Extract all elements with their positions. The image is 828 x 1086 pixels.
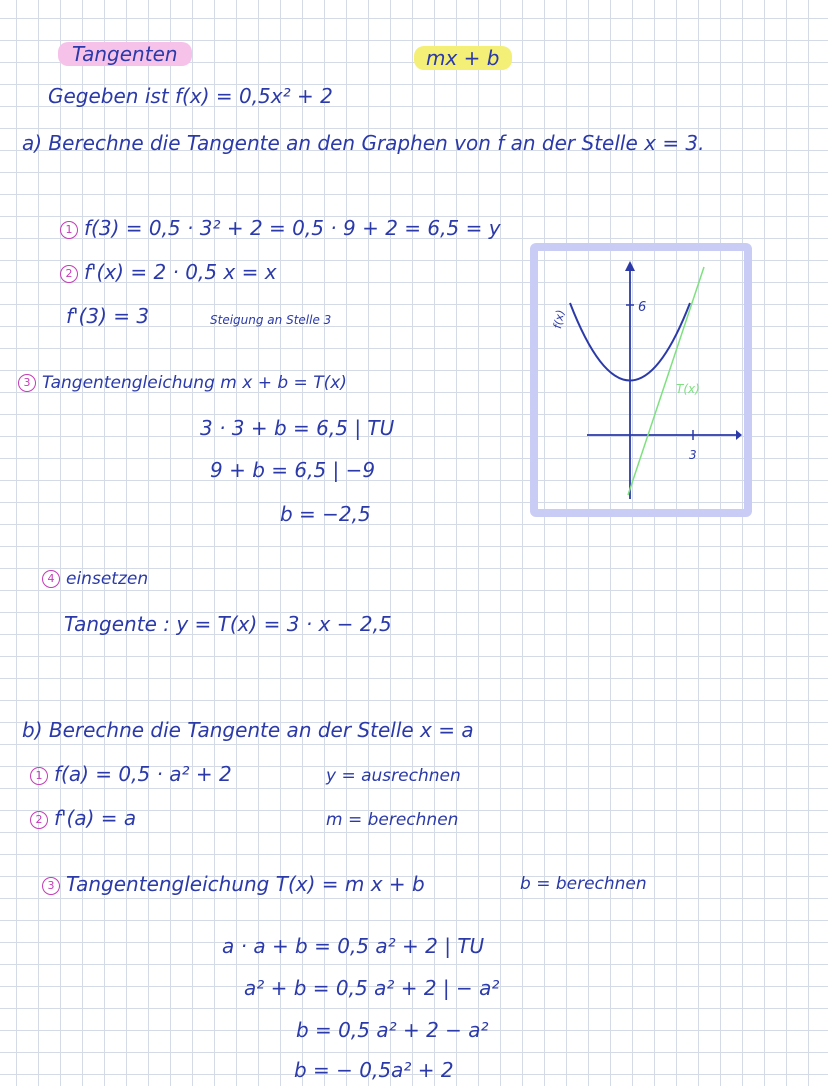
task-b: b) Berechne die Tangente an der Stelle x = a [22,718,474,742]
step-number: 2 [30,811,48,829]
a-result: Tangente : y = T(x) = 3 · x − 2,5 [64,612,392,636]
step-number: 2 [60,265,78,283]
function-graph [530,243,752,517]
task-a: a) Berechne die Tangente an den Graphen von f an der Stelle x = 3. [22,131,705,155]
a-eq3: b = −2,5 [280,502,371,526]
x-tick-label: 3 [689,448,697,462]
b-eq3: b = 0,5 a² + 2 − a² [296,1018,489,1042]
b-step3-note: b = berechnen [520,874,647,894]
graph-frame [534,247,748,513]
b-step2-note: m = berechnen [326,810,459,830]
b-eq2: a² + b = 0,5 a² + 2 | − a² [244,976,500,1000]
step-number: 3 [18,374,36,392]
t-label: T(x) [676,382,700,396]
formula-tag: mx + b [414,48,512,68]
a-eq1: 3 · 3 + b = 6,5 | TU [200,416,395,440]
a-step2b: f'(3) = 3 [66,304,150,328]
a-step4: 4 einsetzen [42,570,148,588]
y-tick-label: 6 [638,300,647,315]
step-number: 1 [60,221,78,239]
x-axis-arrow-icon [736,430,742,440]
b-eq4: b = − 0,5a² + 2 [294,1058,454,1082]
given-function: Gegeben ist f(x) = 0,5x² + 2 [48,84,333,108]
b-step3: 3 Tangentengleichung T(x) = m x + b [42,874,425,895]
a-step1: 1 f(3) = 0,5 · 3² + 2 = 0,5 · 9 + 2 = 6,5 = y [60,218,501,239]
a-step2: 2 f'(x) = 2 · 0,5 x = x [60,262,277,283]
a-step3: 3 Tangentengleichung m x + b = T(x) [18,374,347,392]
b-step1-note: y = ausrechnen [326,766,461,786]
a-eq2: 9 + b = 6,5 | −9 [210,458,376,482]
y-axis-arrow-icon [625,261,635,271]
b-step2: 2 f'(a) = a [30,808,136,829]
page-title: Tangenten [58,44,192,64]
step-number: 4 [42,570,60,588]
step-number: 3 [42,877,60,895]
a-step2-note: Steigung an Stelle 3 [210,313,332,327]
b-eq1: a · a + b = 0,5 a² + 2 | TU [222,934,485,958]
f-label: f(x) [551,308,568,330]
step-number: 1 [30,767,48,785]
b-step1: 1 f(a) = 0,5 · a² + 2 [30,764,232,785]
